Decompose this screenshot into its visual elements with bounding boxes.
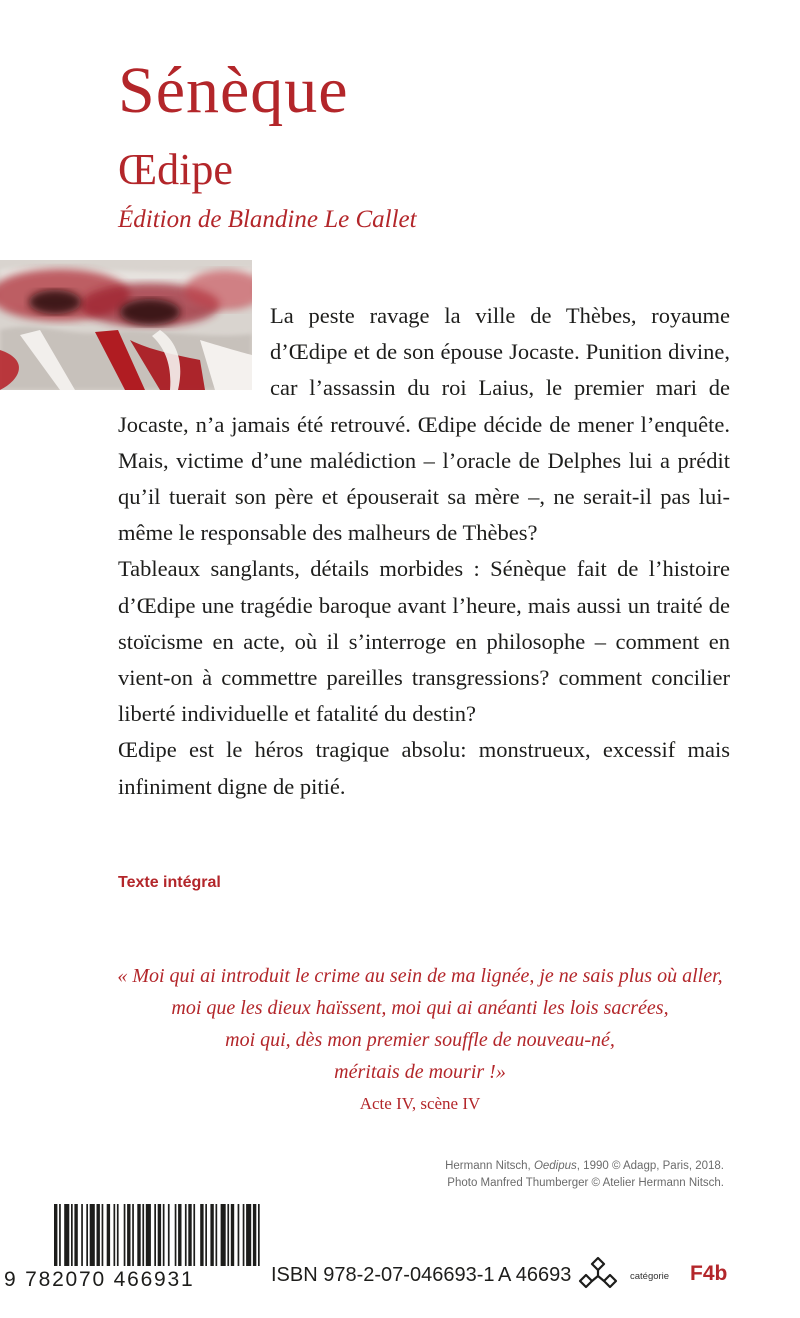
barcode-bar [97, 1204, 100, 1266]
barcode-bar [175, 1204, 177, 1266]
quote-line: méritais de mourir !» [334, 1061, 506, 1083]
image-credits [445, 1158, 724, 1192]
publisher-code: A 46693 [498, 1264, 572, 1286]
barcode-bar [221, 1204, 226, 1266]
barcode-bar [231, 1204, 234, 1266]
barcode-bar [200, 1204, 203, 1266]
barcode-bar [64, 1204, 69, 1266]
barcode-bar [107, 1204, 110, 1266]
credit-rights: , 1990 © Adagp, Paris, 2018. [576, 1160, 724, 1172]
barcode-bar [102, 1204, 104, 1266]
book-title: Œdipe [118, 145, 233, 194]
quote-line: moi qui, dès mon premier souffle de nouveau-né, [225, 1029, 615, 1051]
barcode-bar [90, 1204, 95, 1266]
barcode-bar [142, 1204, 144, 1266]
barcode-bar [188, 1204, 191, 1266]
summary-paragraph: La peste ravage la ville de Thèbes, royaume d’Œdipe et de son épouse Jocaste. Punition divine, car l’assassin du roi Laius, le premier mari de Jocaste, n’a jamais été retrouvé. Œdipe décide de mener l’enquête. Mais, victime d’une malédiction – l’oracle de Delphes lui a prédit qu’il tuerait son père et épouserait sa mère –, ne serait-il pas lui-même le responsable des malheurs de Thèbes? [118, 303, 730, 546]
barcode-bar [185, 1204, 187, 1266]
publisher-logo-icon [578, 1255, 618, 1296]
barcode-bar [258, 1204, 260, 1266]
barcode-bar [71, 1204, 73, 1266]
barcode-bar [243, 1204, 245, 1266]
summary-paragraph: Œdipe est le héros tragique absolu: monstrueux, excessif mais infiniment digne de pitié. [118, 737, 730, 799]
barcode-bar [127, 1204, 130, 1266]
credit-artist: Hermann Nitsch, [445, 1160, 534, 1172]
summary-paragraph: Tableaux sanglants, détails morbides : Sénèque fait de l’histoire d’Œdipe une tragédie baroque avant l’heure, mais aussi un traité de stoïcisme en acte, où il s’interroge en philosophe – comment en vient-on à commettre pareilles transgressions? comment concilier liberté individuelle et fatalité du destin? [118, 556, 730, 727]
barcode-bar [210, 1204, 213, 1266]
barcode-bar [86, 1204, 88, 1266]
category-value: F4b [690, 1262, 728, 1285]
barcode [0, 1204, 262, 1296]
barcode-bar [114, 1204, 116, 1266]
credit-line-artwork [445, 1158, 724, 1175]
quote-line: moi que les dieux haïssent, moi qui ai anéanti les lois sacrées, [171, 997, 669, 1019]
barcode-bar [193, 1204, 195, 1266]
barcode-bar [54, 1204, 57, 1266]
barcode-icon [52, 1204, 264, 1266]
barcode-bar [117, 1204, 119, 1266]
barcode-bar [168, 1204, 170, 1266]
back-cover-summary [118, 298, 730, 805]
barcode-bar [246, 1204, 251, 1266]
barcode-bar [163, 1204, 165, 1266]
isbn-number: ISBN 978-2-07-046693-1 [271, 1264, 495, 1286]
barcode-bar [137, 1204, 140, 1266]
author-name: Sénèque [118, 54, 349, 127]
quotation [100, 960, 740, 1088]
quote-line: « Moi qui ai introduit le crime au sein de ma lignée, je ne sais plus où aller, [117, 965, 723, 987]
barcode-bar [59, 1204, 61, 1266]
barcode-bar [81, 1204, 83, 1266]
barcode-bar [253, 1204, 256, 1266]
barcode-bar [124, 1204, 126, 1266]
barcode-digits: 9 782070 466931 [4, 1268, 195, 1291]
barcode-bar [227, 1204, 229, 1266]
quote-reference: Acte IV, scène IV [359, 1094, 481, 1113]
barcode-bar [158, 1204, 161, 1266]
barcode-bar [154, 1204, 156, 1266]
credit-line-photo: Photo Manfred Thumberger © Atelier Hermann Nitsch. [447, 1177, 724, 1189]
barcode-bar [178, 1204, 181, 1266]
barcode-bar [238, 1204, 240, 1266]
barcode-bar [146, 1204, 151, 1266]
barcode-bar [216, 1204, 218, 1266]
barcode-bar [132, 1204, 134, 1266]
edition-credit: Édition de Blandine Le Callet [118, 206, 417, 233]
integral-text-label: Texte intégral [118, 874, 221, 891]
credit-work-title: Oedipus [533, 1160, 577, 1172]
barcode-bar [74, 1204, 77, 1266]
barcode-bar [205, 1204, 207, 1266]
category-label: catégorie [630, 1271, 670, 1282]
